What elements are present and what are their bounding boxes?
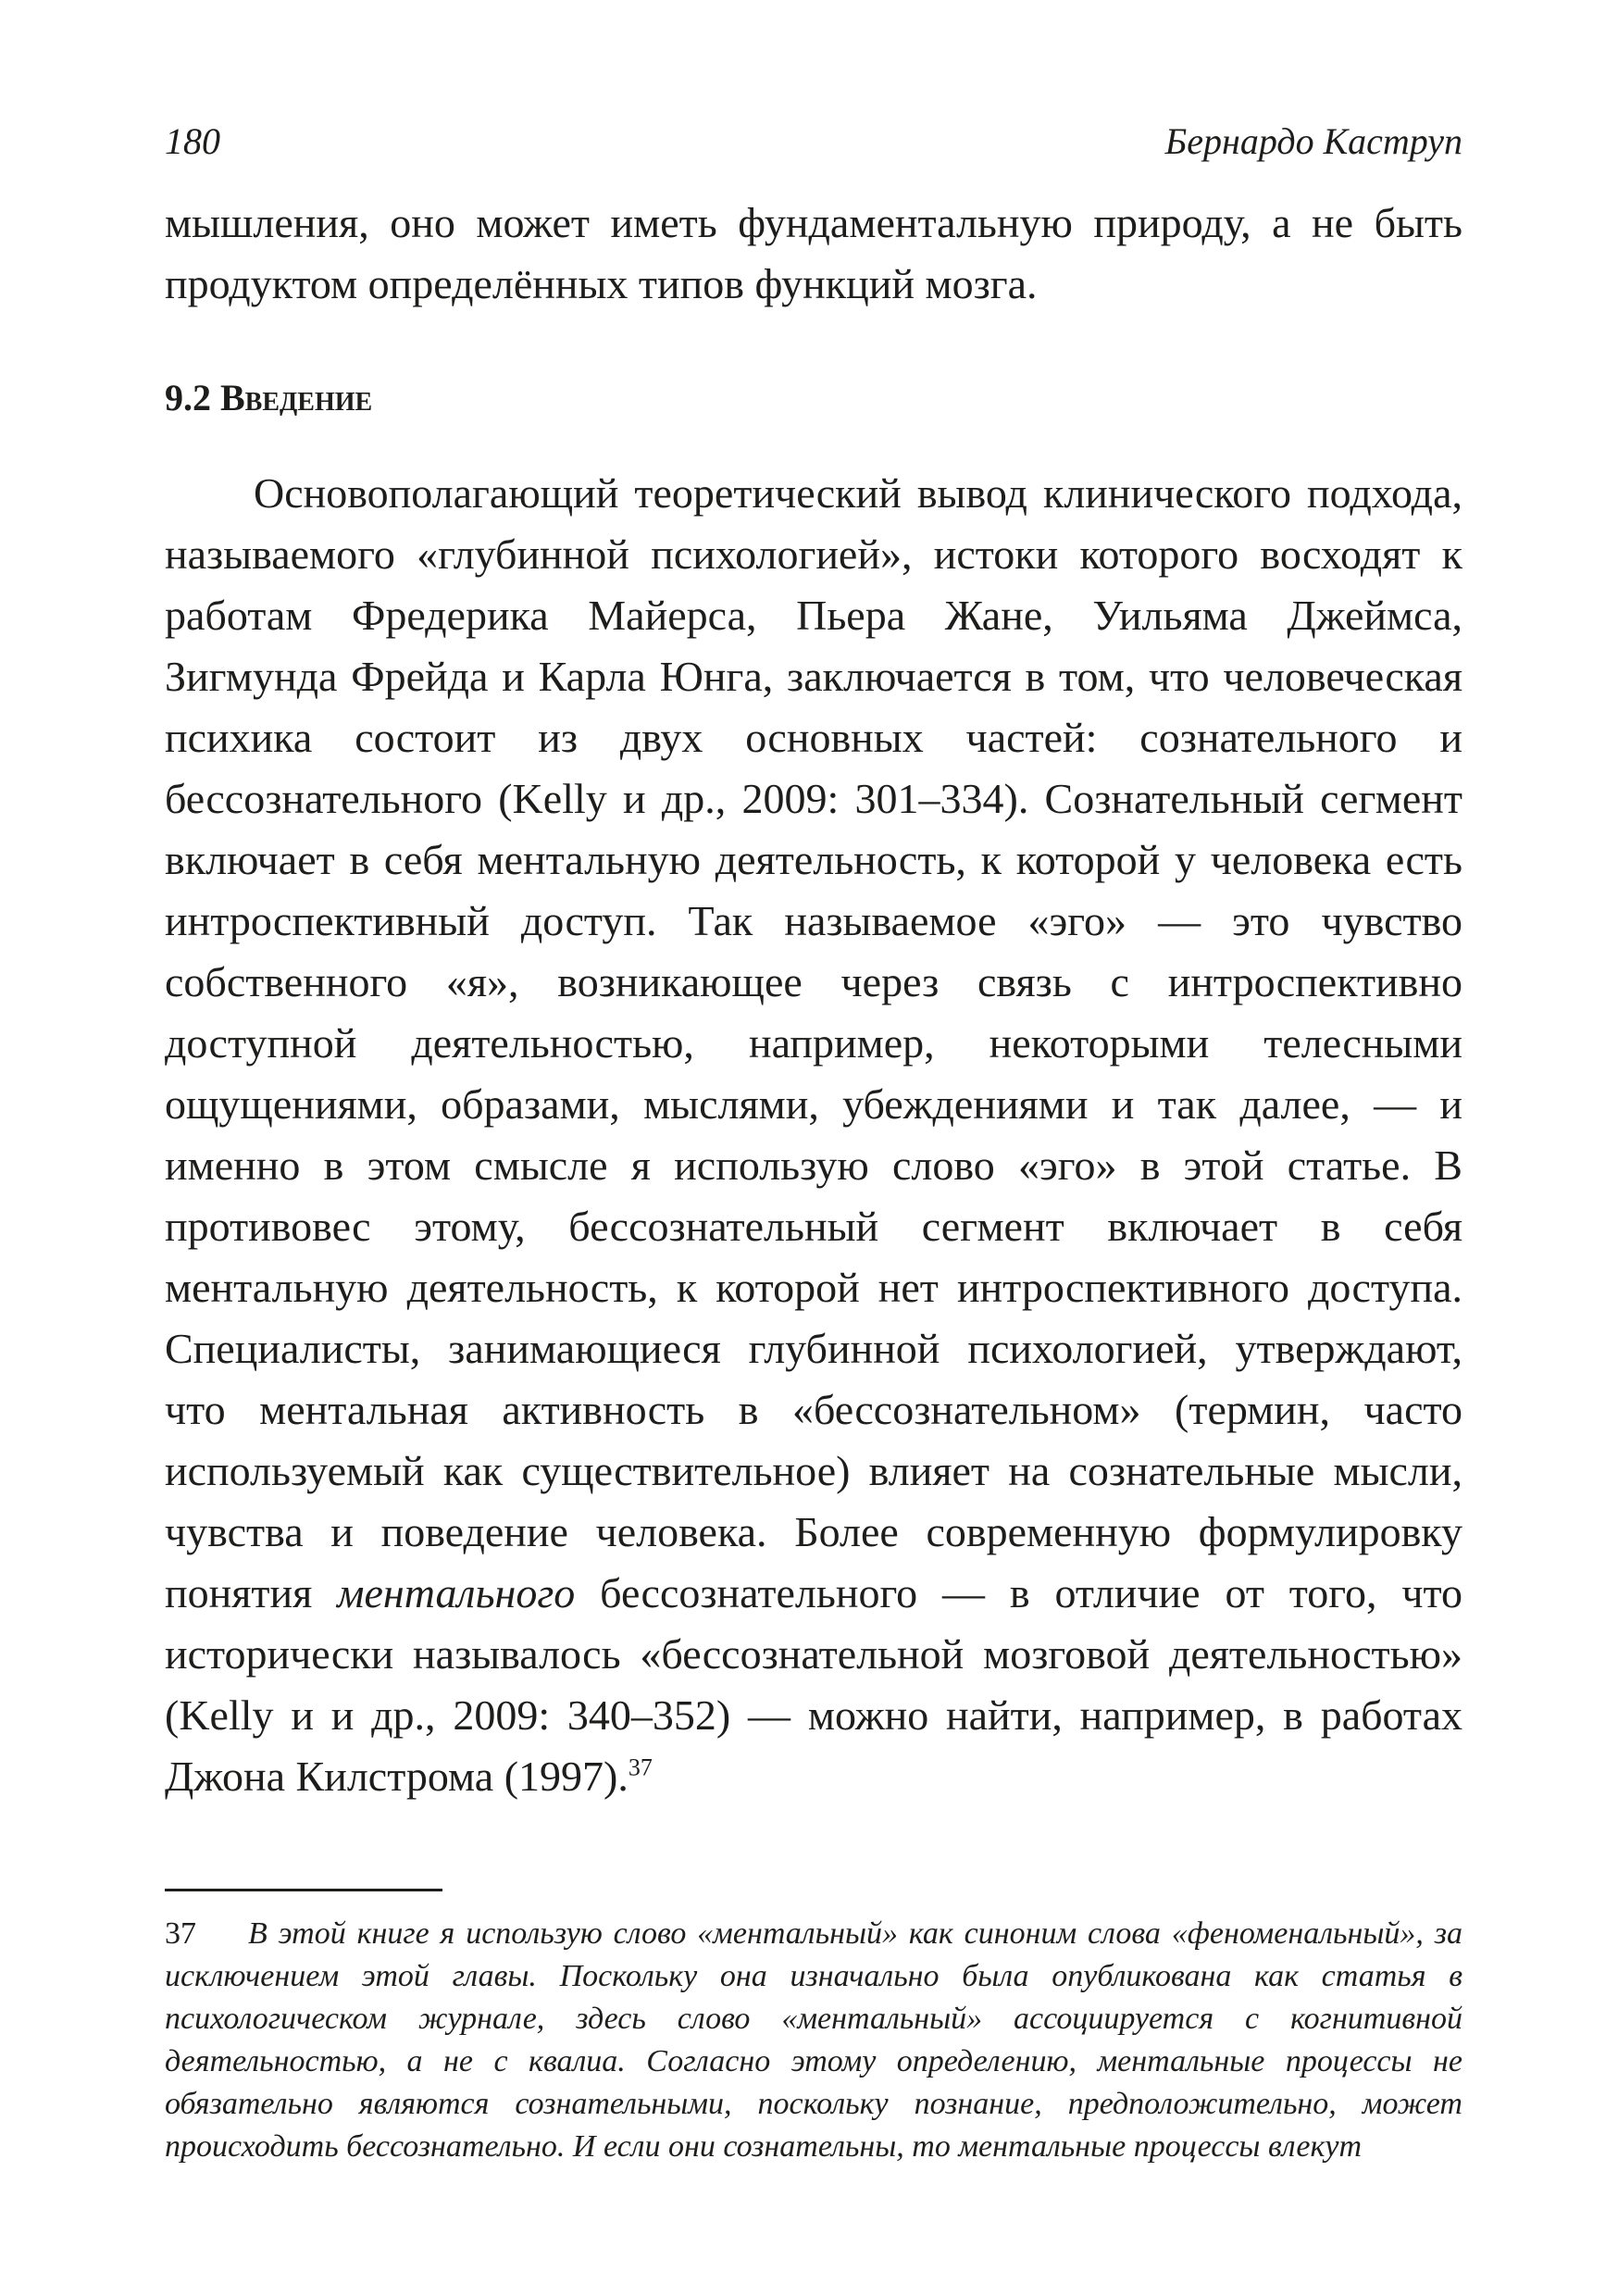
running-head-author: Бернардо Каструп <box>1164 120 1462 162</box>
section-number: 9.2 <box>165 377 211 418</box>
paragraph-emphasis: ментального <box>337 1569 576 1616</box>
page-number: 180 <box>165 120 220 162</box>
section-title: Введение <box>220 377 373 418</box>
main-paragraph <box>165 463 1462 1807</box>
intro-text: мышления, оно может иметь фундаментальную природу, а не быть продуктом определённых типов функций мозга. <box>165 199 1462 307</box>
intro-paragraph <box>165 193 1462 315</box>
footnote-reference[interactable]: 37 <box>628 1753 653 1781</box>
footnote-text: В этой книге я использую слово «ментальный» как синоним слова «феноменальный», за исключением этой главы. Поскольку она изначально была опубликована как статья в психологическом журнале, здесь слово «ментальный» ассоциируется с когнитивной деятельностью, а не с квалиа. Согласно этому определению, ментальные процессы не обязательно являются сознательными, поскольку познание, предположительно, может происходить бессознательно. И если они сознательны, то ментальные процессы влекут <box>165 1916 1462 2164</box>
paragraph-text-part2: бессознательного — в отличие от того, что исторически называлось «бессознательной мозговой деятельностью» (Kelly и и др., 2009: 340–352) — можно найти, например, в работах Джона Килстрома (1997). <box>165 1569 1463 1800</box>
running-head <box>165 119 1462 165</box>
footnote-number: 37 <box>165 1916 196 1951</box>
footnote-divider <box>165 1889 442 1891</box>
section-heading <box>165 370 372 426</box>
paragraph-text-part1: Основополагающий теоретический вывод клинического подхода, называемого «глубинной психологией», истоки которого восходят к работам Фредерика Майерса, Пьера Жане, Уильяма Джеймса, Зигмунда Фрейда и Карла Юнга, заключается в том, что человеческая психика состоит из двух основных частей: сознательного и бессознательного (Kelly и др., 2009: 301–334). Сознательный сегмент включает в себя ментальную деятельность, к которой у человека есть интроспективный доступ. Так называемое «эго» — это чувство собственного «я», возникающее через связь с интроспективно доступной деятельностью, например, некоторыми телесными ощущениями, образами, мыслями, убеждениями и так далее, — и именно в этом смысле я использую слово «эго» в этой статье. В противовес этому, бессознательный сегмент включает в себя ментальную деятельность, к которой нет интроспективного доступа. Специалисты, занимающиеся глубинной психологией, утверждают, что ментальная активность в «бессознательном» (термин, часто используемый как существительное) влияет на сознательные мысли, чувства и поведение человека. Более современную формулировку понятия <box>165 469 1462 1616</box>
footnote <box>165 1913 1462 2168</box>
